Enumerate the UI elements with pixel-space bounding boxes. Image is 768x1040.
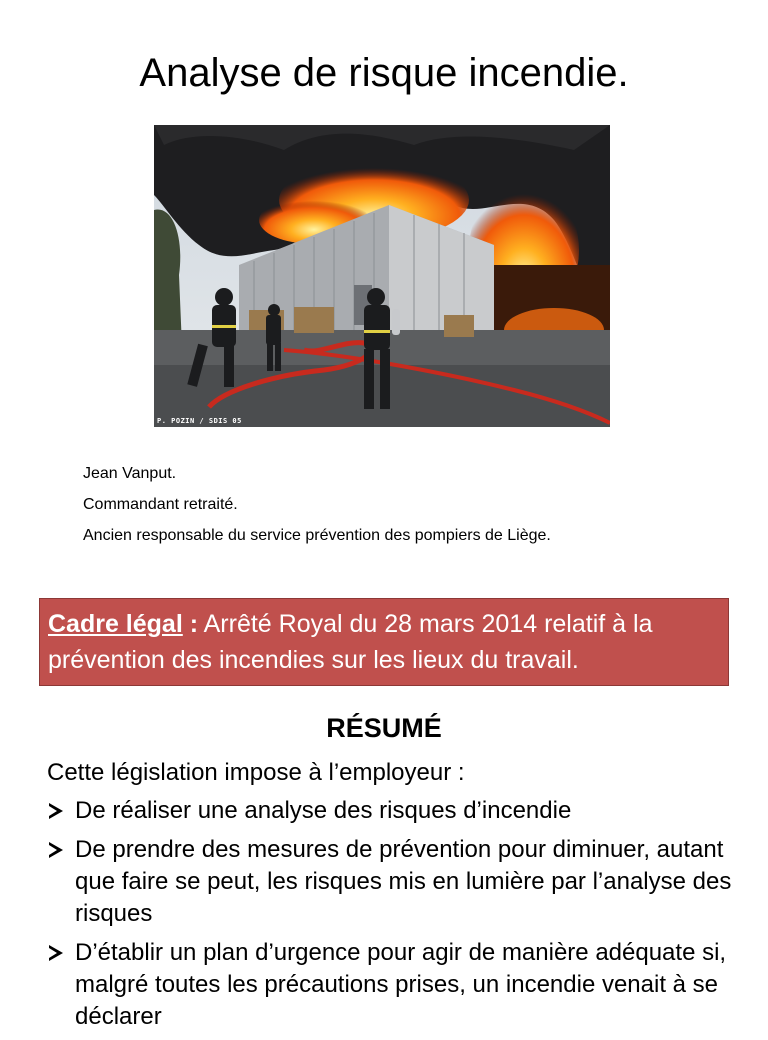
list-item-text: D’établir un plan d’urgence pour agir de manière adéquate si, malgré toutes les précautions prises, un incendie venait à se déclarer bbox=[75, 939, 727, 1030]
list-item-text: De réaliser une analyse des risques d’incendie bbox=[75, 797, 572, 824]
author-rank: Commandant retraité. bbox=[83, 496, 238, 513]
legal-text: Arrêté Royal du 28 mars 2014 relatif à la prévention des incendies sur les lieux du travail. bbox=[48, 610, 653, 674]
photo-credit: P. POZIN / SDIS 05 bbox=[157, 417, 242, 425]
list-item bbox=[47, 937, 737, 1033]
summary-intro: Cette législation impose à l’employeur : bbox=[47, 759, 465, 786]
summary-heading: RÉSUMÉ bbox=[326, 713, 442, 743]
list-item-text: De prendre des mesures de prévention pour diminuer, autant que faire se peut, les risques mis en lumière par l’analyse des risques bbox=[75, 836, 732, 927]
author-block bbox=[83, 458, 551, 551]
arrow-bullet-icon bbox=[49, 945, 63, 961]
legal-label: Cadre légal bbox=[48, 610, 183, 638]
author-role: Ancien responsable du service prévention des pompiers de Liège. bbox=[83, 527, 551, 544]
legal-colon: : bbox=[182, 610, 199, 638]
legal-framework-box bbox=[39, 598, 729, 686]
author-name: Jean Vanput. bbox=[83, 465, 177, 482]
list-item bbox=[47, 834, 737, 930]
arrow-bullet-icon bbox=[49, 842, 63, 858]
arrow-bullet-icon bbox=[49, 803, 63, 819]
list-item bbox=[47, 795, 737, 827]
page-title: Analyse de risque incendie. bbox=[139, 51, 629, 95]
fire-photo bbox=[154, 125, 610, 427]
summary-list bbox=[47, 795, 737, 1040]
